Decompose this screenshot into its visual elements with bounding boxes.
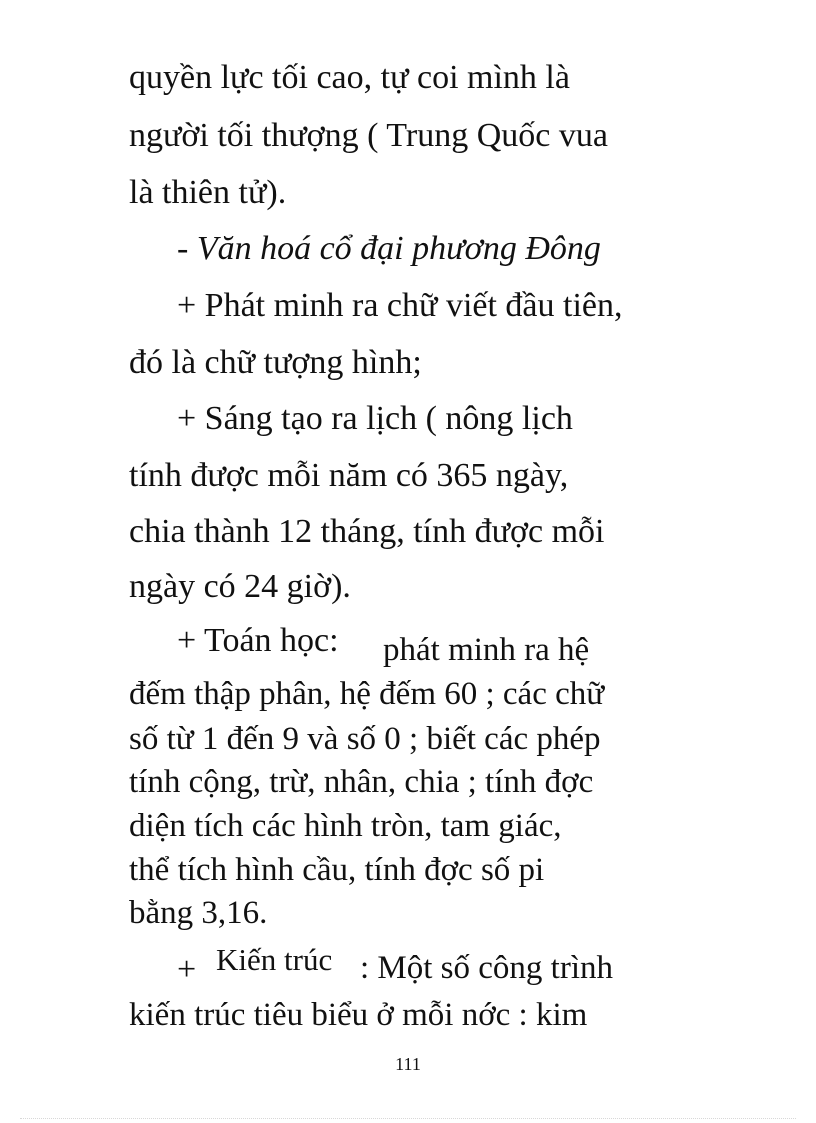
- text-line: Kiến trúc: [216, 942, 333, 977]
- text-line: + Sáng tạo ra lịch ( nông lịch: [177, 400, 573, 437]
- text-line: tính cộng, trừ, nhân, chia ; tính đợc: [129, 764, 594, 800]
- text-line: người tối thượng ( Trung Quốc vua: [129, 117, 608, 154]
- text-line: + Toán học:: [177, 622, 339, 659]
- text-line: là thiên tử).: [129, 174, 287, 211]
- page-number: 111: [395, 1054, 421, 1074]
- text-line: bằng 3,16.: [129, 895, 268, 931]
- text-line: ngày có 24 giờ).: [129, 568, 351, 605]
- text-line: đó là chữ tượng hình;: [129, 344, 422, 381]
- text-line: đếm thập phân, hệ đếm 60 ; các chữ: [129, 676, 605, 712]
- text-line: số từ 1 đến 9 và số 0 ; biết các phép: [129, 721, 601, 757]
- text-line: + Phát minh ra chữ viết đầu tiên,: [177, 287, 623, 324]
- text-line: thể tích hình cầu, tính đợc số pi: [129, 852, 545, 888]
- text-line: diện tích các hình tròn, tam giác,: [129, 808, 562, 844]
- text-line: chia thành 12 tháng, tính được mỗi: [129, 513, 605, 550]
- text-line: : Một số công trình: [360, 950, 613, 986]
- text-line: +: [177, 951, 197, 988]
- text-line: kiến trúc tiêu biểu ở mỗi nớc : kim: [129, 997, 588, 1033]
- text-line: quyền lực tối cao, tự coi mình là: [129, 59, 570, 96]
- section-heading: - Văn hoá cổ đại phương Đông: [177, 230, 601, 267]
- text-line: tính được mỗi năm có 365 ngày,: [129, 457, 569, 494]
- text-line: phát minh ra hệ: [383, 632, 590, 668]
- page-bottom-divider: [20, 1118, 796, 1119]
